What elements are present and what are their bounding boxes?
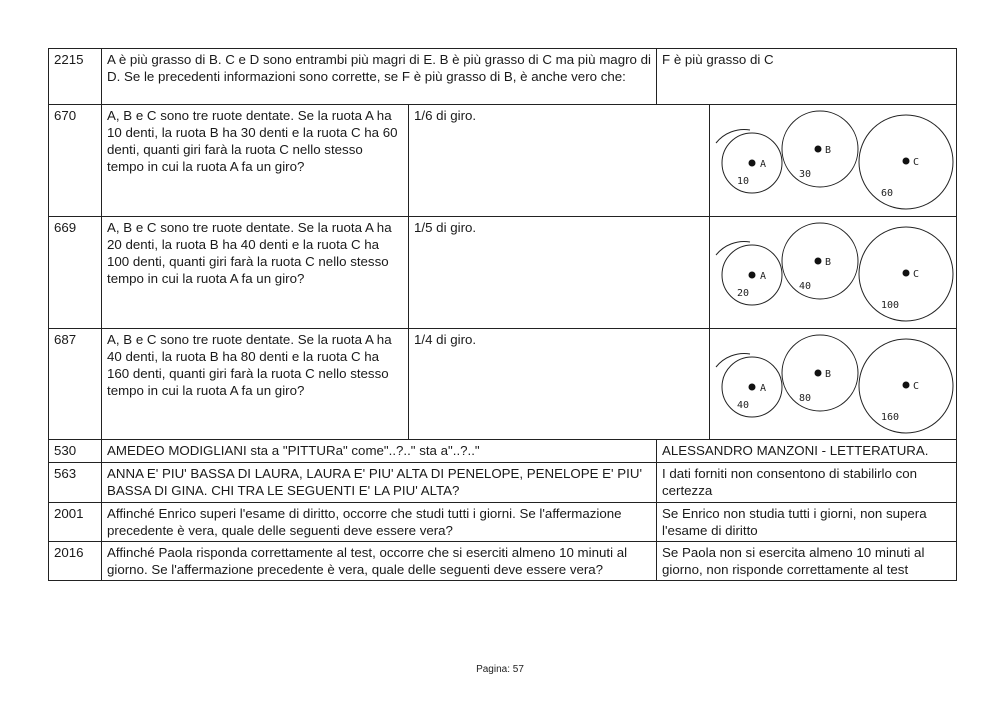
gear-b-teeth: 30 <box>799 169 812 180</box>
answer-text: F è più grasso di C <box>662 52 774 67</box>
question-id: 2215 <box>49 49 102 104</box>
gears-diagram <box>710 105 956 216</box>
gear-c-label: C <box>913 381 920 392</box>
gear-a-label: A <box>760 383 767 394</box>
question-id: 670 <box>49 105 102 216</box>
gear-a-label: A <box>760 159 767 170</box>
gear-c-center-icon <box>903 270 910 277</box>
gear-a-teeth: 10 <box>737 176 750 187</box>
gear-b-teeth: 40 <box>799 281 812 292</box>
question-text: A è più grasso di B. C e D sono entrambi più magri di E. B è più grasso di C ma più magro di D. Se le precedenti informazioni sono corrette, se F è più grasso di B, è anche vero che: <box>102 49 657 104</box>
gears-illustration <box>710 105 956 215</box>
table-row <box>48 105 957 217</box>
gear-a-center-icon <box>749 160 756 167</box>
question-text: A, B e C sono tre ruote dentate. Se la ruota A ha 40 denti, la ruota B ha 80 denti e la ruota C ha 160 denti, quanti giri farà la ruota C nello stesso tempo in cui la ruota A fa un giro? <box>102 329 409 439</box>
gear-b-label: B <box>825 145 832 156</box>
answer-text: 1/5 di giro. <box>409 217 710 328</box>
answer-text: 1/6 di giro. <box>409 105 710 216</box>
rotation-arc-icon <box>716 354 750 367</box>
question-id: 2016 <box>49 542 102 580</box>
table-row <box>48 217 957 329</box>
rotation-arc-icon <box>716 242 750 255</box>
gear-c-center-icon <box>903 382 910 389</box>
gears-illustration <box>710 217 956 327</box>
gears-illustration <box>710 329 956 439</box>
question-text: Affinché Enrico superi l'esame di diritto, occorre che studi tutti i giorni. Se l'affermazione precedente è vera, quale delle seguenti deve essere vera? <box>102 503 657 541</box>
gear-b-label: B <box>825 257 832 268</box>
question-id: 563 <box>49 463 102 502</box>
answer-text: Se Enrico non studia tutti i giorni, non supera l'esame di diritto <box>662 506 927 538</box>
rotation-arc-icon <box>716 130 750 143</box>
question-id: 530 <box>49 440 102 462</box>
gear-b-label: B <box>825 369 832 380</box>
gear-c-label: C <box>913 269 920 280</box>
table-row <box>48 48 957 105</box>
gears-diagram <box>710 329 956 439</box>
gear-a-teeth: 40 <box>737 400 750 411</box>
table-row <box>48 440 957 463</box>
gear-b-center-icon <box>815 370 822 377</box>
gear-b-center-icon <box>815 258 822 265</box>
page-number: Pagina: 57 <box>476 664 524 675</box>
gear-a-center-icon <box>749 384 756 391</box>
question-id: 687 <box>49 329 102 439</box>
question-id: 669 <box>49 217 102 328</box>
table-row <box>48 542 957 581</box>
gear-a-label: A <box>760 271 767 282</box>
question-text: A, B e C sono tre ruote dentate. Se la ruota A ha 10 denti, la ruota B ha 30 denti e la ruota C ha 60 denti, quanti giri farà la ruota C nello stesso tempo in cui la ruota A fa un giro? <box>102 105 409 216</box>
gear-b-teeth: 80 <box>799 393 812 404</box>
answer-text: I dati forniti non consentono di stabilirlo con certezza <box>662 466 918 498</box>
table-row <box>48 503 957 542</box>
answer-text: ALESSANDRO MANZONI - LETTERATURA. <box>662 443 929 458</box>
gear-c-teeth: 60 <box>881 188 894 199</box>
gear-c-teeth: 160 <box>881 412 900 423</box>
answer-text: Se Paola non si esercita almeno 10 minuti al giorno, non risponde correttamente al test <box>662 545 925 577</box>
table-row <box>48 463 957 503</box>
question-id: 2001 <box>49 503 102 541</box>
table-row <box>48 329 957 440</box>
question-text: ANNA E' PIU' BASSA DI LAURA, LAURA E' PIU' ALTA DI PENELOPE, PENELOPE E' PIU' BASSA DI GINA. CHI TRA LE SEGUENTI E' LA PIU' ALTA? <box>102 463 657 502</box>
gear-c-label: C <box>913 157 920 168</box>
question-text: Affinché Paola risponda correttamente al test, occorre che si eserciti almeno 10 minuti al giorno. Se l'affermazione precedente è vera, quale delle seguenti deve essere vera? <box>102 542 657 580</box>
answer-text: 1/4 di giro. <box>409 329 710 439</box>
gear-a-teeth: 20 <box>737 288 750 299</box>
gears-diagram <box>710 217 956 328</box>
question-text: AMEDEO MODIGLIANI sta a "PITTURa" come"..?.." sta a"..?.." <box>102 440 657 462</box>
questions-table <box>48 48 957 581</box>
gear-b-center-icon <box>815 146 822 153</box>
question-text: A, B e C sono tre ruote dentate. Se la ruota A ha 20 denti, la ruota B ha 40 denti e la ruota C ha 100 denti, quanti giri farà la ruota C nello stesso tempo in cui la ruota A fa un giro? <box>102 217 409 328</box>
gear-c-center-icon <box>903 158 910 165</box>
gear-a-center-icon <box>749 272 756 279</box>
gear-c-teeth: 100 <box>881 300 900 311</box>
